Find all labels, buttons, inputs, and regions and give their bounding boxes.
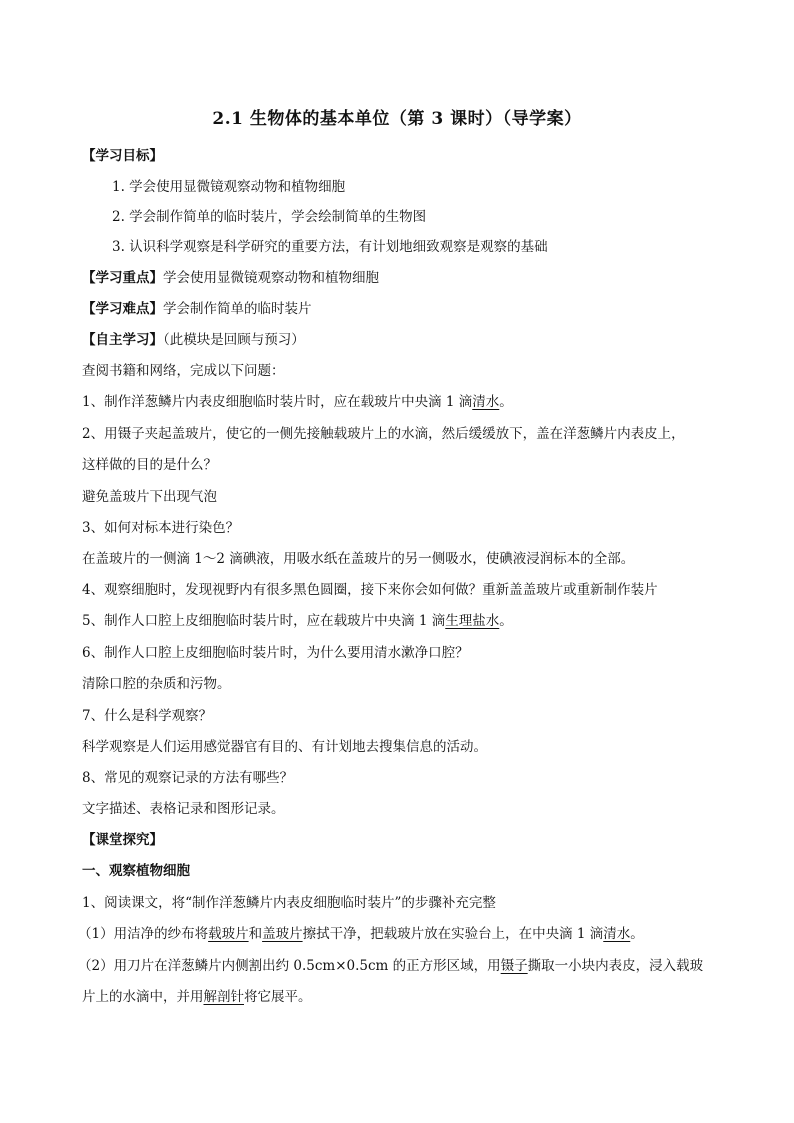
- answer-blank: 镊子: [500, 958, 528, 974]
- part1-heading: 一、观察植物细胞: [82, 863, 190, 879]
- question-text: 4、观察细胞时，发现视野内有很多黑色圆圈，接下来你会如何做？: [82, 582, 483, 598]
- question-2-line1: 2、用镊子夹起盖玻片，使它的一侧先接触载玻片上的水滴，然后缓缓放下，盖在洋葱鳞片内表皮上，: [82, 426, 685, 442]
- question-8: 8、常见的观察记录的方法有哪些？: [82, 770, 294, 786]
- part1-task: 1、阅读课文，将“制作洋葱鳞片内表皮细胞临时装片”的步骤补充完整: [82, 895, 496, 911]
- step-2-line1: [78, 956, 718, 976]
- step-text: （2）用刀片在洋葱鳞片内侧割出约 0.5cm×0.5cm 的正方形区域，用: [78, 958, 501, 974]
- difficult-header: 【学习难点】: [82, 301, 163, 317]
- difficult-point: [82, 299, 722, 319]
- goal-item: 2. 学会制作简单的临时装片，学会绘制简单的生物图: [112, 209, 427, 225]
- self-header: 【自主学习】: [82, 332, 163, 348]
- goal-item: 3. 认识科学观察是科学研究的重要方法，有计划地细致观察是观察的基础: [112, 239, 548, 255]
- step-text: 片上的水滴中，并用: [82, 989, 204, 1005]
- question-3: 3、如何对标本进行染色？: [82, 520, 240, 536]
- key-point: [82, 268, 722, 288]
- question-2-line2: 这样做的目的是什么？: [82, 457, 217, 473]
- question-5: [82, 611, 722, 631]
- answer-blank: 盖玻片: [262, 926, 303, 942]
- answer-2: 避免盖玻片下出现气泡: [82, 489, 217, 505]
- answer-8: 文字描述、表格记录和图形记录。: [82, 801, 285, 817]
- answer-3: 在盖玻片的一侧滴 1～2 滴碘液，用吸水纸在盖玻片的另一侧吸水，使碘液浸润标本的全部。: [82, 551, 635, 567]
- answer-7: 科学观察是人们运用感觉器官有目的、有计划地去搜集信息的活动。: [82, 739, 487, 755]
- answer-blank: 载玻片: [208, 926, 249, 942]
- answer-text: 重新盖盖玻片或重新制作装片: [482, 582, 658, 598]
- step-text: 撕取一小块内表皮，浸入载玻: [527, 958, 704, 974]
- punctuation: 。: [499, 613, 513, 629]
- difficult-text: 学会制作简单的临时装片: [163, 301, 312, 317]
- step-text: （1）用洁净的纱布将: [78, 926, 209, 942]
- question-1: [82, 392, 722, 412]
- punctuation: 。: [499, 394, 513, 410]
- question-6: 6、制作人口腔上皮细胞临时装片时，为什么要用清水漱净口腔？: [82, 645, 469, 661]
- document-title: 2.1 生物体的基本单位（第 3 课时）（导学案）: [212, 109, 582, 129]
- question-4: [82, 580, 722, 600]
- step-text: 将它展平。: [244, 989, 312, 1005]
- step-2-line2: [82, 987, 722, 1007]
- intro-text: 查阅书籍和网络，完成以下问题：: [82, 363, 285, 379]
- goals-header: 【学习目标】: [82, 148, 163, 164]
- key-text: 学会使用显微镜观察动物和植物细胞: [163, 270, 379, 286]
- step-text: 擦拭干净，把载玻片放在实验台上，在中央滴 1 滴: [302, 926, 604, 942]
- class-header: 【课堂探究】: [82, 832, 163, 848]
- question-7: 7、什么是科学观察？: [82, 708, 213, 724]
- answer-blank: 清水: [472, 394, 500, 410]
- goal-item: 1. 学会使用显微镜观察动物和植物细胞: [112, 179, 346, 195]
- question-text: 5、制作人口腔上皮细胞临时装片时，应在载玻片中央滴 1 滴: [82, 613, 446, 629]
- answer-6: 清除口腔的杂质和污物。: [82, 676, 231, 692]
- answer-blank: 解剖针: [203, 989, 244, 1005]
- punctuation: 。: [630, 926, 644, 942]
- answer-blank: 生理盐水: [445, 613, 500, 629]
- step-1: [78, 924, 718, 944]
- self-note: （此模块是回顾与预习）: [163, 332, 305, 348]
- answer-blank: 清水: [603, 926, 631, 942]
- question-text: 1、制作洋葱鳞片内表皮细胞临时装片时，应在载玻片中央滴 1 滴: [82, 394, 473, 410]
- step-text: 和: [248, 926, 263, 942]
- key-header: 【学习重点】: [82, 270, 163, 286]
- self-study: [82, 330, 722, 350]
